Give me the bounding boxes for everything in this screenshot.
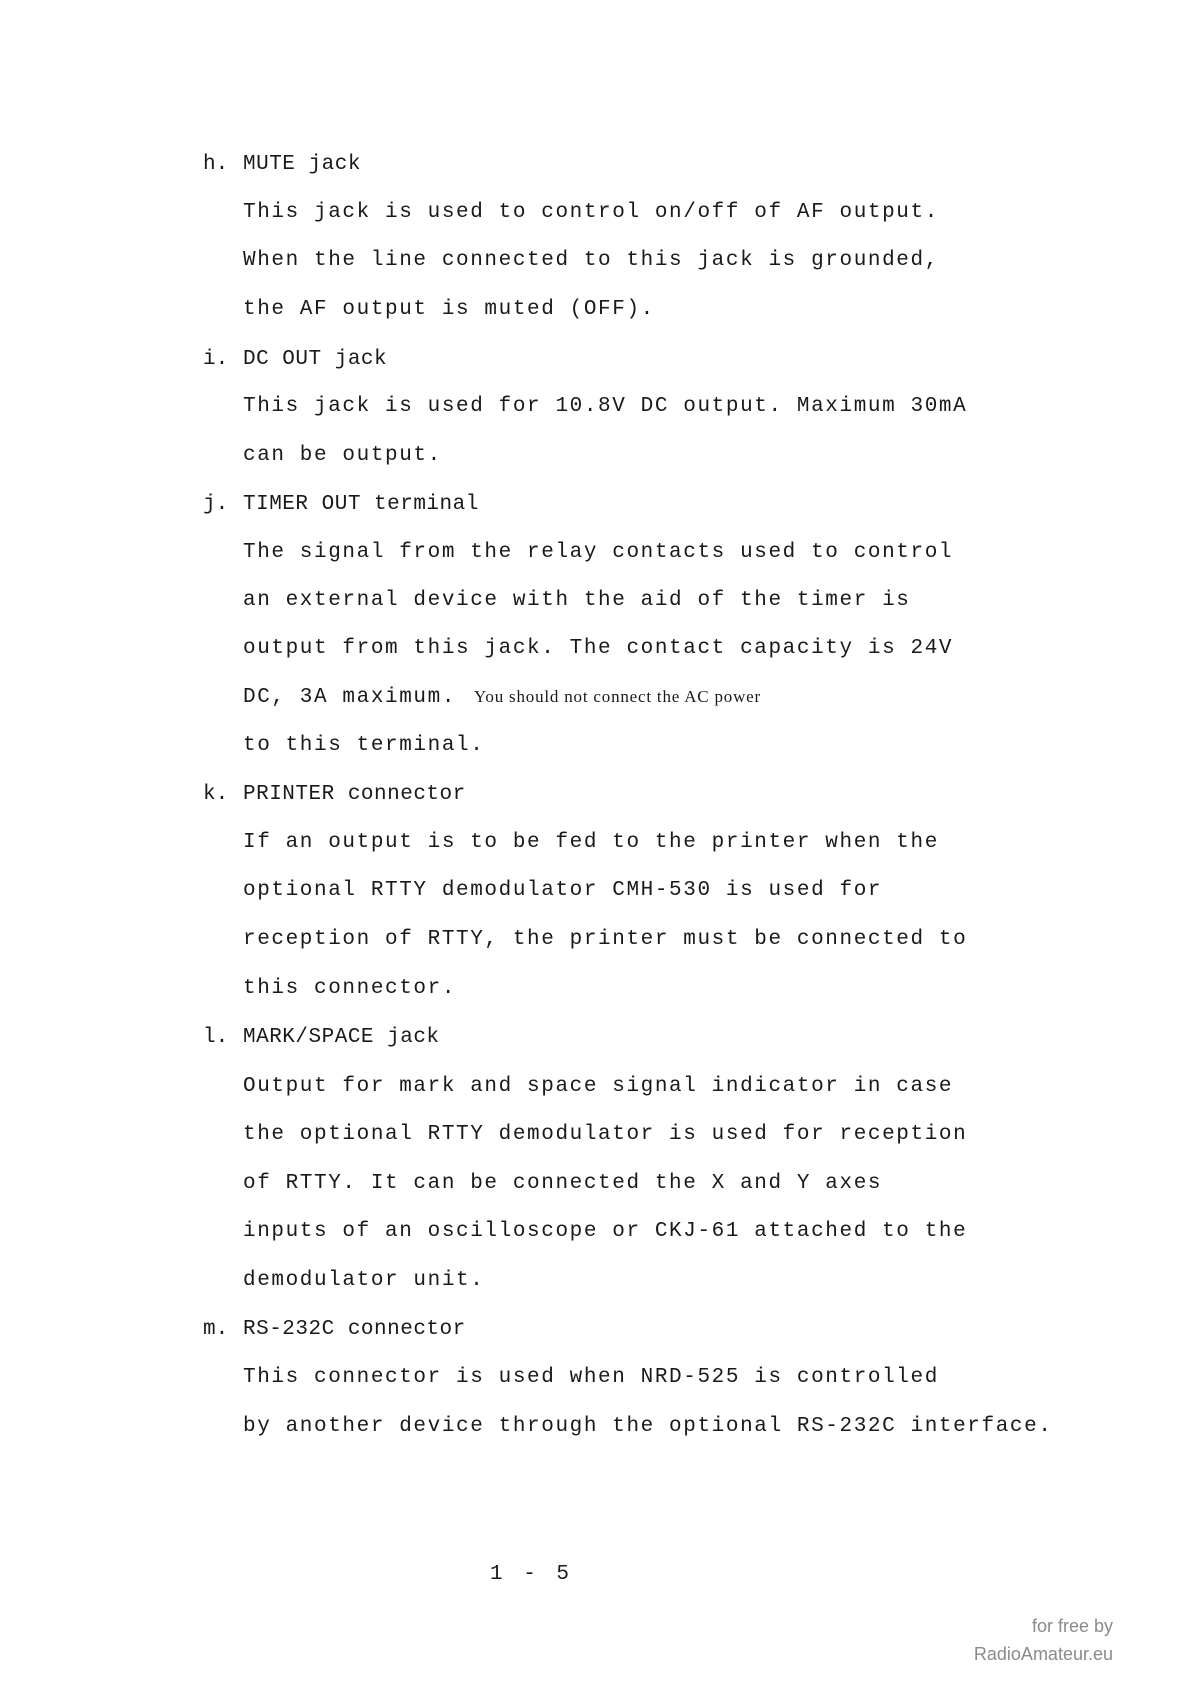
item-title: DC OUT jack bbox=[243, 348, 388, 371]
body-line: of RTTY. It can be connected the X and Y axes bbox=[243, 1172, 883, 1195]
item-title: MUTE jack bbox=[243, 153, 361, 176]
body-line: the optional RTTY demodulator is used for reception bbox=[243, 1123, 968, 1146]
item-letter: i. bbox=[203, 348, 229, 371]
item-title: PRINTER connector bbox=[243, 783, 466, 806]
body-line: inputs of an oscilloscope or CKJ-61 attached to the bbox=[243, 1220, 968, 1243]
body-line: optional RTTY demodulator CMH-530 is used for bbox=[243, 879, 883, 902]
item-letter: m. bbox=[203, 1318, 229, 1341]
item-letter: l. bbox=[203, 1026, 229, 1049]
item-title: RS-232C connector bbox=[243, 1318, 466, 1341]
body-line: by another device through the optional RS-232C interface. bbox=[243, 1415, 1053, 1438]
watermark-line: for free by bbox=[1031, 1616, 1113, 1636]
body-line: This connector is used when NRD-525 is controlled bbox=[243, 1366, 939, 1389]
body-line: This jack is used for 10.8V DC output. Maximum 30mA bbox=[243, 395, 968, 418]
body-line: When the line connected to this jack is grounded, bbox=[243, 249, 939, 272]
body-line: This jack is used to control on/off of AF output. bbox=[243, 201, 939, 224]
body-line: this connector. bbox=[243, 977, 457, 1000]
body-line-text: DC, 3A maximum. bbox=[243, 686, 457, 709]
body-line: can be output. bbox=[243, 444, 442, 467]
item-title: MARK/SPACE jack bbox=[243, 1026, 440, 1049]
body-line-with-note bbox=[243, 684, 761, 711]
item-letter: k. bbox=[203, 783, 229, 806]
page-number: 1 - 5 bbox=[490, 1563, 574, 1586]
body-line: Output for mark and space signal indicator in case bbox=[243, 1075, 954, 1098]
watermark bbox=[974, 1612, 1113, 1668]
item-title: TIMER OUT terminal bbox=[243, 493, 479, 516]
body-line: an external device with the aid of the timer is bbox=[243, 589, 911, 612]
item-letter: j. bbox=[203, 493, 229, 516]
item-letter: h. bbox=[203, 153, 229, 176]
body-line: reception of RTTY, the printer must be connected to bbox=[243, 928, 968, 951]
small-note: You should not connect the AC power bbox=[474, 687, 761, 706]
body-line: output from this jack. The contact capacity is 24V bbox=[243, 637, 954, 660]
body-line: demodulator unit. bbox=[243, 1269, 485, 1292]
body-line: to this terminal. bbox=[243, 734, 485, 757]
body-line: the AF output is muted (OFF). bbox=[243, 298, 655, 321]
body-line: The signal from the relay contacts used to control bbox=[243, 541, 954, 564]
watermark-site: RadioAmateur.eu bbox=[973, 1644, 1113, 1664]
body-line: If an output is to be fed to the printer when the bbox=[243, 831, 939, 854]
